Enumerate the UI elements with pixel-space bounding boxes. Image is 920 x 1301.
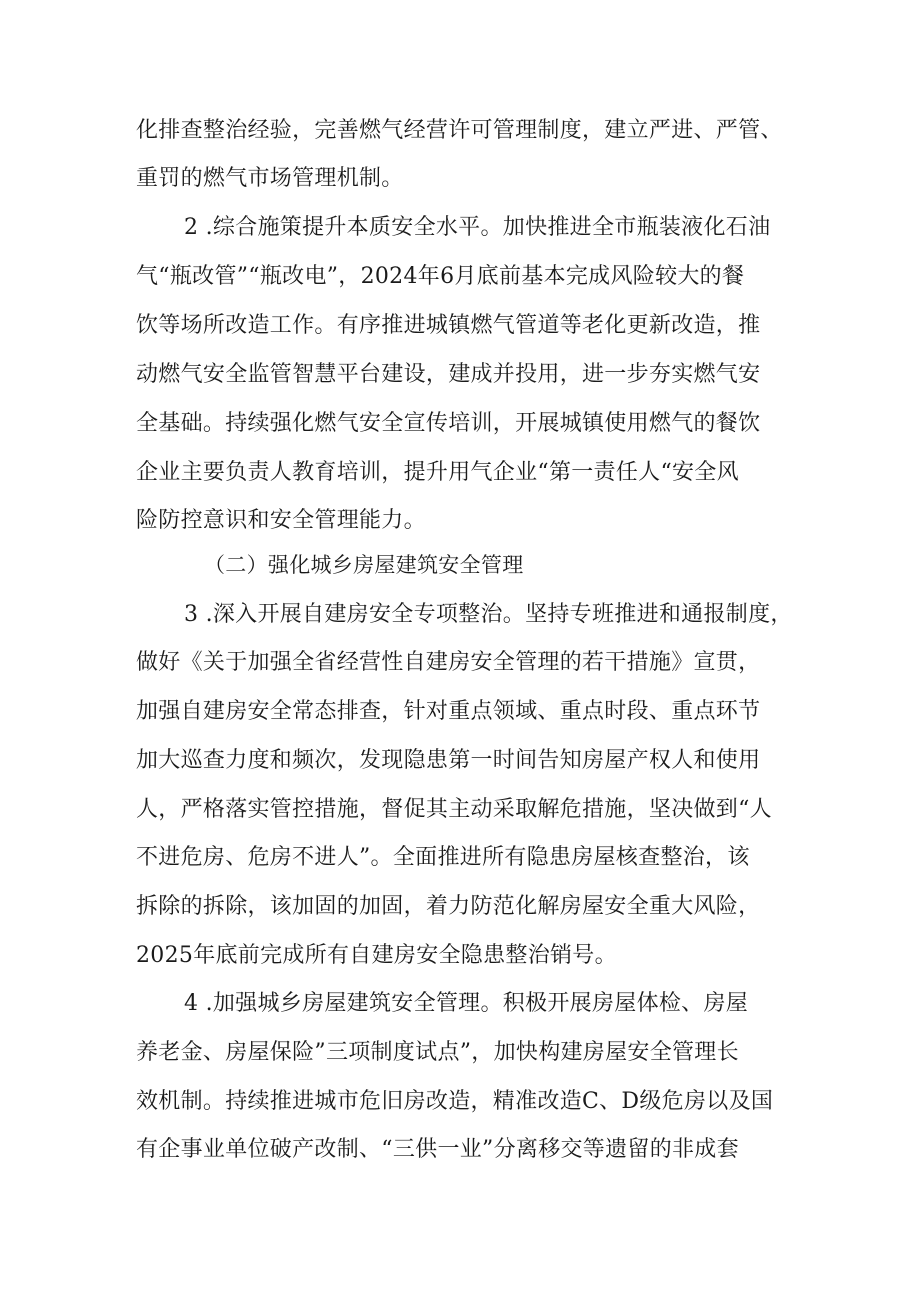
section-heading: （二）强化城乡房屋建筑安全管理 <box>204 553 524 577</box>
text-line-15: 人，严格落实管控措施，督促其主动采取解危措施，坚决做到“人 <box>136 797 772 822</box>
list-item-4-start: 4 .加强城乡房屋建筑安全管理。积极开展房屋体检、房屋 <box>184 991 749 1016</box>
text-line-14: 加大巡查力度和频次，发现隐患第一时间告知房屋产权人和使用 <box>136 748 761 773</box>
list-item-3-start: 3 .深入开展自建房安全专项整治。坚持专班推进和通报制度， <box>184 602 793 627</box>
text-line-7: 全基础。持续强化燃气安全宣传培训，开展城镇使用燃气的餐饮 <box>136 411 761 436</box>
text-line-21: 效机制。持续推进城市危旧房改造，精准改造C、D级危房以及国 <box>136 1089 774 1114</box>
text-line-6: 动燃气安全监管智慧平台建设，建成并投用，进一步夯实燃气安 <box>136 362 761 387</box>
text-line-22: 有企事业单位破产改制、“三供一业”分离移交等遗留的非成套 <box>136 1137 739 1162</box>
text-line-8: 企业主要负责人教育培训，提升用气企业“第一责任人“安全风 <box>136 460 739 485</box>
text-line-1: 化排查整治经验，完善燃气经营许可管理制度，建立严进、严管、 <box>136 118 783 143</box>
text-line-9: 险防控意识和安全管理能力。 <box>136 508 426 533</box>
text-line-4: 气“瓶改管”“瓶改电”，2024年6月底前基本完成风险较大的餐 <box>136 264 745 289</box>
text-line-20: 养老金、房屋保险”三项制度试点”，加快构建房屋安全管理长 <box>136 1040 739 1065</box>
text-line-17: 拆除的拆除，该加固的加固，着力防范化解房屋安全重大风险， <box>136 894 761 919</box>
text-line-12: 做好《关于加强全省经营性自建房安全管理的若干措施》宣贯， <box>136 650 761 675</box>
text-line-5: 饮等场所改造工作。有序推进城镇燃气管道等老化更新改造，推 <box>136 313 761 338</box>
text-line-18: 2025年底前完成所有自建房安全隐患整治销号。 <box>136 943 617 968</box>
list-item-2-start: 2 .综合施策提升本质安全水平。加快推进全市瓶装液化石油 <box>184 215 771 240</box>
text-line-2: 重罚的燃气市场管理机制。 <box>136 166 404 191</box>
text-line-13: 加强自建房安全常态排查，针对重点领域、重点时段、重点环节 <box>136 699 761 724</box>
text-line-16: 不进危房、危房不进人”。全面推进所有隐患房屋核查整治，该 <box>136 845 750 870</box>
